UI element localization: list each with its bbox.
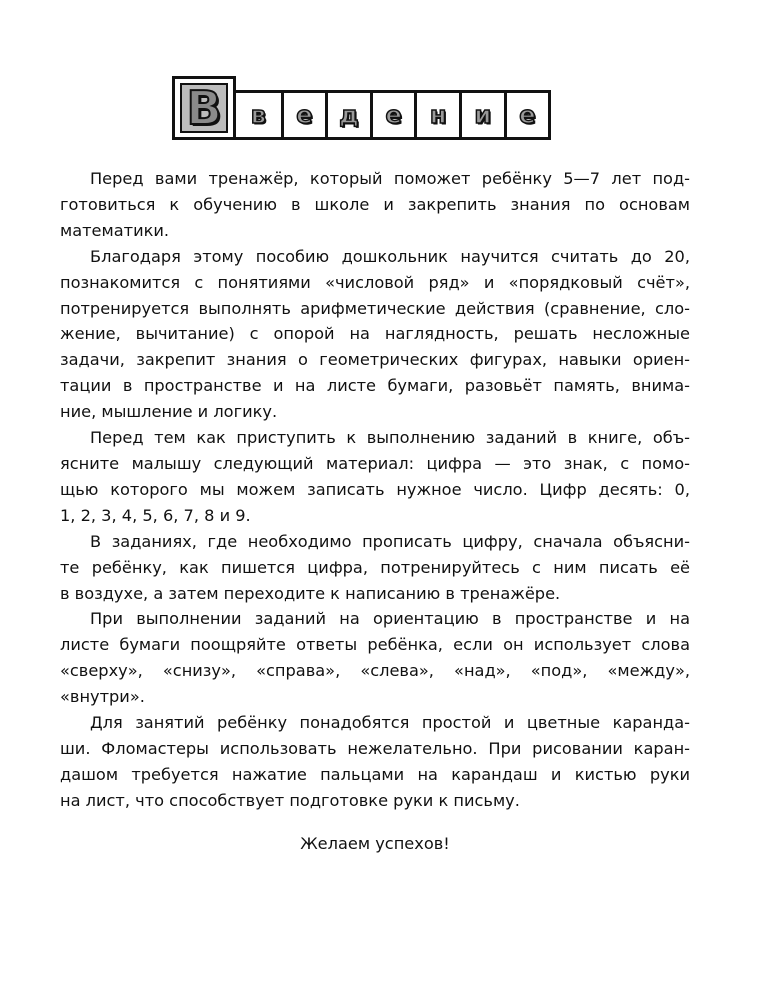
text-line: на лист, что способствует подготовке руки к письму.	[60, 790, 520, 810]
page-title	[172, 76, 551, 140]
text-line: листе бумаги поощряйте ответы ребёнка, если он использует слова	[60, 635, 690, 655]
title-letter: е	[519, 101, 536, 129]
text-line: ние, мышление и логику.	[60, 402, 278, 422]
text-line: Перед вами тренажёр, который поможет ребёнку 5—7 лет под-	[90, 169, 690, 188]
text-line: познакомится с понятиями «числовой ряд» и «порядковый счёт»,	[60, 272, 690, 292]
title-letter: в	[250, 101, 266, 129]
text-line: дашом требуется нажатие пальцами на карандаш и кистью руки	[60, 764, 690, 784]
body-text	[60, 166, 690, 857]
text-line: Для занятий ребёнку понадобятся простой и цветные каранда-	[90, 713, 690, 733]
title-letter-box	[459, 93, 504, 137]
title-first-letter-box	[172, 76, 236, 140]
text-line: ши. Фломастеры использовать нежелательно. При рисовании каран-	[60, 738, 690, 758]
title-first-letter-inner	[180, 83, 228, 133]
text-line: те ребёнку, как пишется цифра, потренируйтесь с ним писать её	[60, 557, 690, 577]
paragraph	[60, 166, 690, 244]
title-letter: е	[296, 101, 313, 129]
title-letter-box	[504, 93, 549, 137]
closing-wish: Желаем успехов!	[300, 833, 450, 853]
text-line: жение, вычитание) с опорой на наглядность, решать несложные	[60, 324, 690, 344]
text-line: тации в пространстве и на листе бумаги, разовьёт память, внима-	[60, 376, 690, 396]
paragraph	[60, 244, 690, 425]
title-letter-box	[370, 93, 415, 137]
title-letter-box	[281, 93, 326, 137]
title-letter-box	[414, 93, 459, 137]
paragraph	[60, 529, 690, 607]
title-first-letter: В	[186, 81, 222, 135]
title-letter: н	[429, 101, 447, 129]
text-line: «сверху», «снизу», «справа», «слева», «над», «под», «между», «внутри».	[60, 661, 690, 707]
paragraph	[60, 425, 690, 529]
paragraph	[60, 606, 690, 710]
paragraph	[60, 710, 690, 814]
text-line: готовиться к обучению в школе и закрепить знания по основам	[60, 194, 690, 214]
text-line: ясните малышу следующий материал: цифра — это знак, с помо-	[60, 453, 690, 473]
title-letter: и	[474, 101, 492, 129]
text-line: 1, 2, 3, 4, 5, 6, 7, 8 и 9.	[60, 505, 251, 525]
text-line: щью которого мы можем записать нужное число. Цифр десять: 0,	[60, 479, 690, 499]
text-line: При выполнении заданий на ориентацию в пространстве и на	[90, 609, 690, 629]
title-letter-row	[236, 90, 551, 140]
title-letter: е	[385, 101, 402, 129]
text-line: В заданиях, где необходимо прописать цифру, сначала объясни-	[90, 531, 690, 551]
title-letter-box	[236, 93, 281, 137]
title-letter-box	[325, 93, 370, 137]
text-line: потренируется выполнять арифметические действия (сравнение, сло-	[60, 298, 690, 318]
text-line: Благодаря этому пособию дошкольник научится считать до 20,	[90, 246, 690, 266]
text-line: Перед тем как приступить к выполнению заданий в книге, объ-	[90, 428, 690, 448]
text-line: математики.	[60, 220, 170, 240]
text-line: задачи, закрепит знания о геометрических фигурах, навыки ориен-	[60, 350, 690, 370]
text-line: в воздухе, а затем переходите к написанию в тренажёре.	[60, 583, 561, 603]
title-letter: д	[339, 101, 359, 129]
